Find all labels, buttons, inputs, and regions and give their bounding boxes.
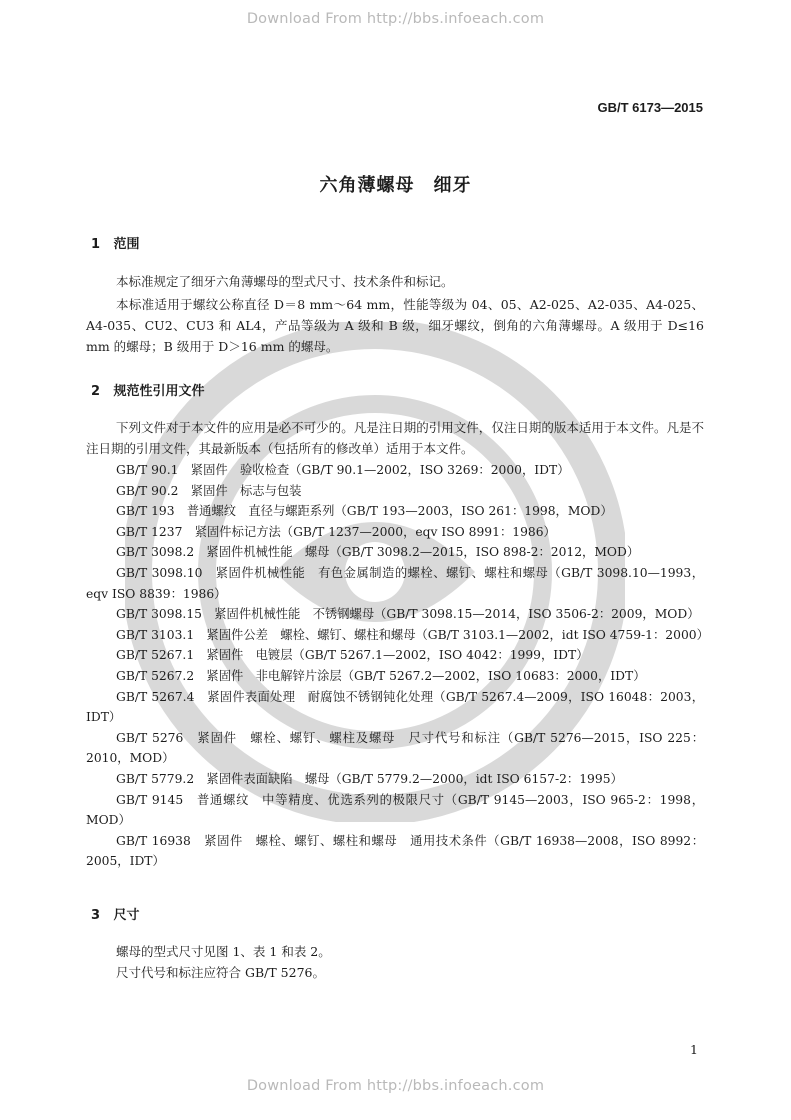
reference-item: GB/T 193 普通螺纹 直径与螺距系列（GB/T 193—2003，ISO 261：1998，MOD） <box>116 504 613 519</box>
section-heading-normative-refs <box>91 380 205 399</box>
reference-item: GB/T 9145 普通螺纹 中等精度、优选系列的极限尺寸（GB/T 9145—2003，ISO 965-2：1998，MOD） <box>86 792 704 828</box>
reference-item: GB/T 5779.2 紧固件表面缺陷 螺母（GB/T 5779.2—2000，idt ISO 6157-2：1995） <box>116 771 623 786</box>
section-title: 尺寸 <box>113 908 140 923</box>
standard-number: GB/T 6173—2015 <box>597 100 703 115</box>
reference-item: GB/T 3098.10 紧固件机械性能 有色金属制造的螺栓、螺钉、螺柱和螺母（GB/T 3098.10—1993，eqv ISO 8839：1986） <box>86 565 704 601</box>
section-heading-scope <box>91 233 140 252</box>
section-number: 2 <box>91 384 101 399</box>
scope-paragraph: 本标准规定了细牙六角薄螺母的型式尺寸、技术条件和标记。 <box>116 274 454 289</box>
page-number: 1 <box>690 1042 698 1057</box>
download-banner-top: Download From http://bbs.infoeach.com <box>246 11 545 27</box>
document-title: 六角薄螺母 细牙 <box>319 175 472 196</box>
reference-item: GB/T 5267.4 紧固件表面处理 耐腐蚀不锈钢钝化处理（GB/T 5267.4—2009，ISO 16048：2003，IDT） <box>86 689 704 725</box>
reference-item: GB/T 90.2 紧固件 标志与包装 <box>116 483 302 498</box>
download-banner-bottom: Download From http://bbs.infoeach.com <box>246 1078 545 1094</box>
reference-item: GB/T 16938 紧固件 螺栓、螺钉、螺柱和螺母 通用技术条件（GB/T 16938—2008，ISO 8992：2005，IDT） <box>86 833 704 869</box>
section-title: 规范性引用文件 <box>113 384 205 399</box>
reference-item: GB/T 3098.15 紧固件机械性能 不锈钢螺母（GB/T 3098.15—2014，ISO 3506-2：2009，MOD） <box>116 607 700 622</box>
reference-item: GB/T 3103.1 紧固件公差 螺栓、螺钉、螺柱和螺母（GB/T 3103.1—2002，idt ISO 4759-1：2000） <box>116 627 709 642</box>
reference-item: GB/T 1237 紧固件标记方法（GB/T 1237—2000，eqv ISO 8991：1986） <box>116 524 556 539</box>
reference-item: GB/T 5267.2 紧固件 非电解锌片涂层（GB/T 5267.2—2002，ISO 10683：2000，IDT） <box>116 668 646 683</box>
dimensions-paragraph: 螺母的型式尺寸见图 1、表 1 和表 2。 <box>116 944 331 959</box>
reference-item: GB/T 5267.1 紧固件 电镀层（GB/T 5267.1—2002，ISO 4042：1999，IDT） <box>116 648 589 663</box>
reference-list <box>86 460 709 872</box>
reference-item: GB/T 5276 紧固件 螺栓、螺钉、螺柱及螺母 尺寸代号和标注（GB/T 5276—2015，ISO 225：2010，MOD） <box>86 730 704 766</box>
section-title: 范围 <box>113 237 140 252</box>
section-number: 3 <box>91 908 101 923</box>
section-number: 1 <box>91 237 101 252</box>
scope-paragraph: 本标准适用于螺纹公称直径 D＝8 mm～64 mm，性能等级为 04、05、A2-025、A2-035、A4-025、A4-035、CU2、CU3 和 AL4，产品等级为 A 级和 B 级，细牙螺纹，倒角的六角薄螺母。A 级用于 D≤16 mm 的螺母；B 级用于 D＞16 mm 的螺母。 <box>86 297 704 354</box>
section-heading-dimensions <box>91 904 140 923</box>
reference-item: GB/T 3098.2 紧固件机械性能 螺母（GB/T 3098.2—2015，ISO 898-2：2012，MOD） <box>116 545 640 560</box>
normative-refs-intro: 下列文件对于本文件的应用是必不可少的。凡是注日期的引用文件，仅注日期的版本适用于本文件。凡是不注日期的引用文件，其最新版本（包括所有的修改单）适用于本文件。 <box>86 420 704 456</box>
dimensions-paragraph: 尺寸代号和标注应符合 GB/T 5276。 <box>116 965 325 980</box>
reference-item: GB/T 90.1 紧固件 验收检查（GB/T 90.1—2002，ISO 3269：2000，IDT） <box>116 463 570 477</box>
